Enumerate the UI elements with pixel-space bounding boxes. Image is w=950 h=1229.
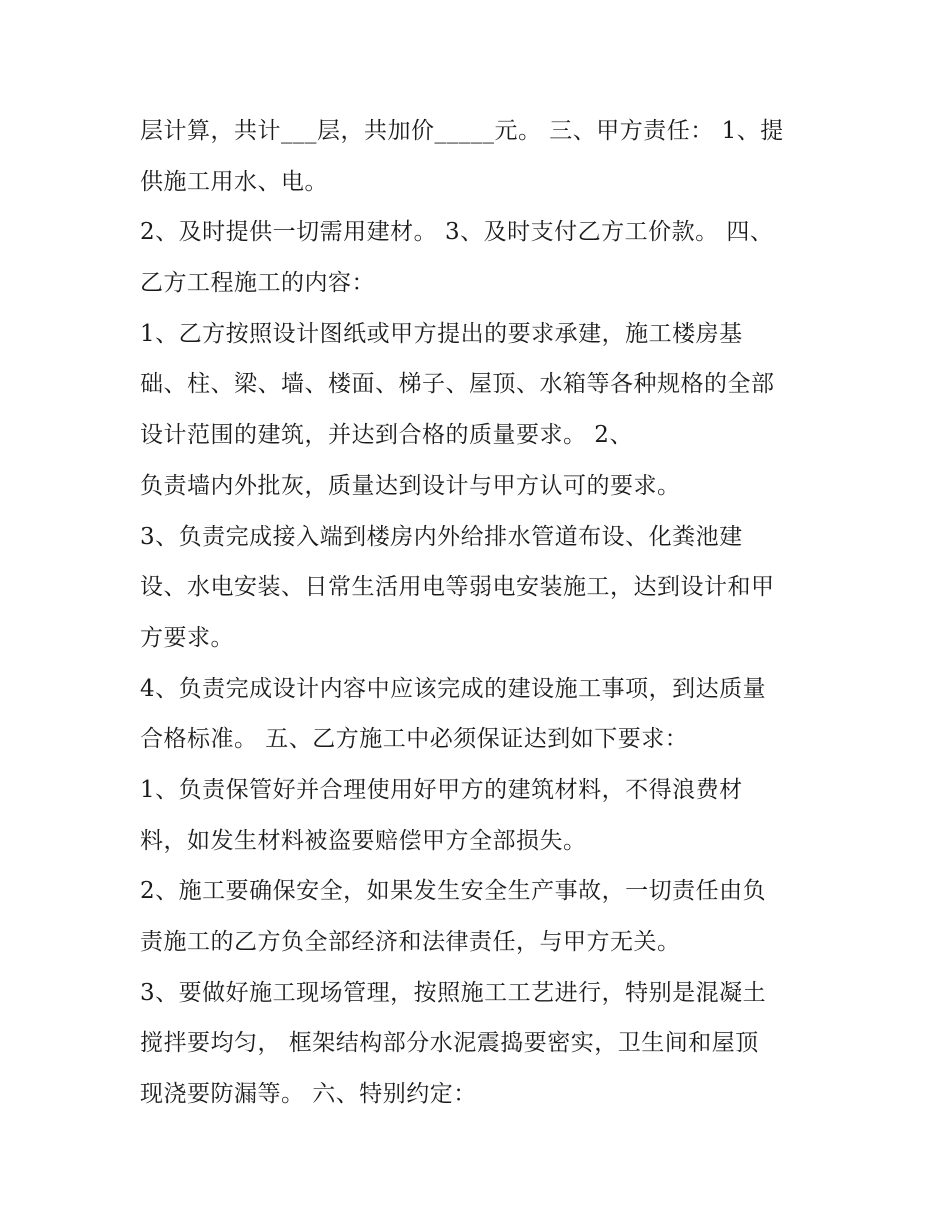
text-line: 层计算，共计___层，共加价_____元。 三、甲方责任： 1、提 xyxy=(140,118,784,144)
text-line: 1、负责保管好并合理使用好甲方的建筑材料，不得浪费材 xyxy=(140,776,743,803)
text-line: 料，如发生材料被盗要赔偿甲方全部损失。 xyxy=(140,827,587,854)
text-line: 3、负责完成接入端到楼房内外给排水管道布设、化粪池建 xyxy=(140,523,743,550)
text-line: 设、水电安装、日常生活用电等弱电安装施工，达到设计和甲 xyxy=(140,574,775,601)
document-body xyxy=(140,106,830,1120)
text-line: 搅拌要均匀， 框架结构部分水泥震捣要密实，卫生间和屋顶 xyxy=(140,1030,759,1057)
text-line: 合格标准。 五、乙方施工中必须保证达到如下要求： xyxy=(140,726,689,753)
text-line: 4、负责完成设计内容中应该完成的建设施工事项，到达质量 xyxy=(140,675,767,702)
text-line: 乙方工程施工的内容： xyxy=(140,270,375,297)
text-line: 2、及时提供一切需用建材。 3、及时支付乙方工价款。 四、 xyxy=(140,219,774,246)
text-line: 设计范围的建筑，并达到合格的质量要求。 2、 xyxy=(140,422,633,449)
text-line: 责施工的乙方负全部经济和法律责任，与甲方无关。 xyxy=(140,929,681,955)
text-line: 现浇要防漏等。 六、特别约定： xyxy=(140,1081,477,1108)
text-line: 础、柱、梁、墙、楼面、梯子、屋顶、水箱等各种规格的全部 xyxy=(140,371,775,398)
text-line: 3、要做好施工现场管理，按照施工工艺进行，特别是混凝土 xyxy=(140,979,767,1006)
text-line: 方要求。 xyxy=(140,624,234,651)
text-line: 1、乙方按照设计图纸或甲方提出的要求承建，施工楼房基 xyxy=(140,320,743,347)
text-line: 负责墙内外批灰，质量达到设计与甲方认可的要求。 xyxy=(140,472,681,499)
text-line: 2、施工要确保安全，如果发生安全生产事故，一切责任由负 xyxy=(140,878,767,905)
text-line: 供施工用水、电。 xyxy=(140,168,328,195)
